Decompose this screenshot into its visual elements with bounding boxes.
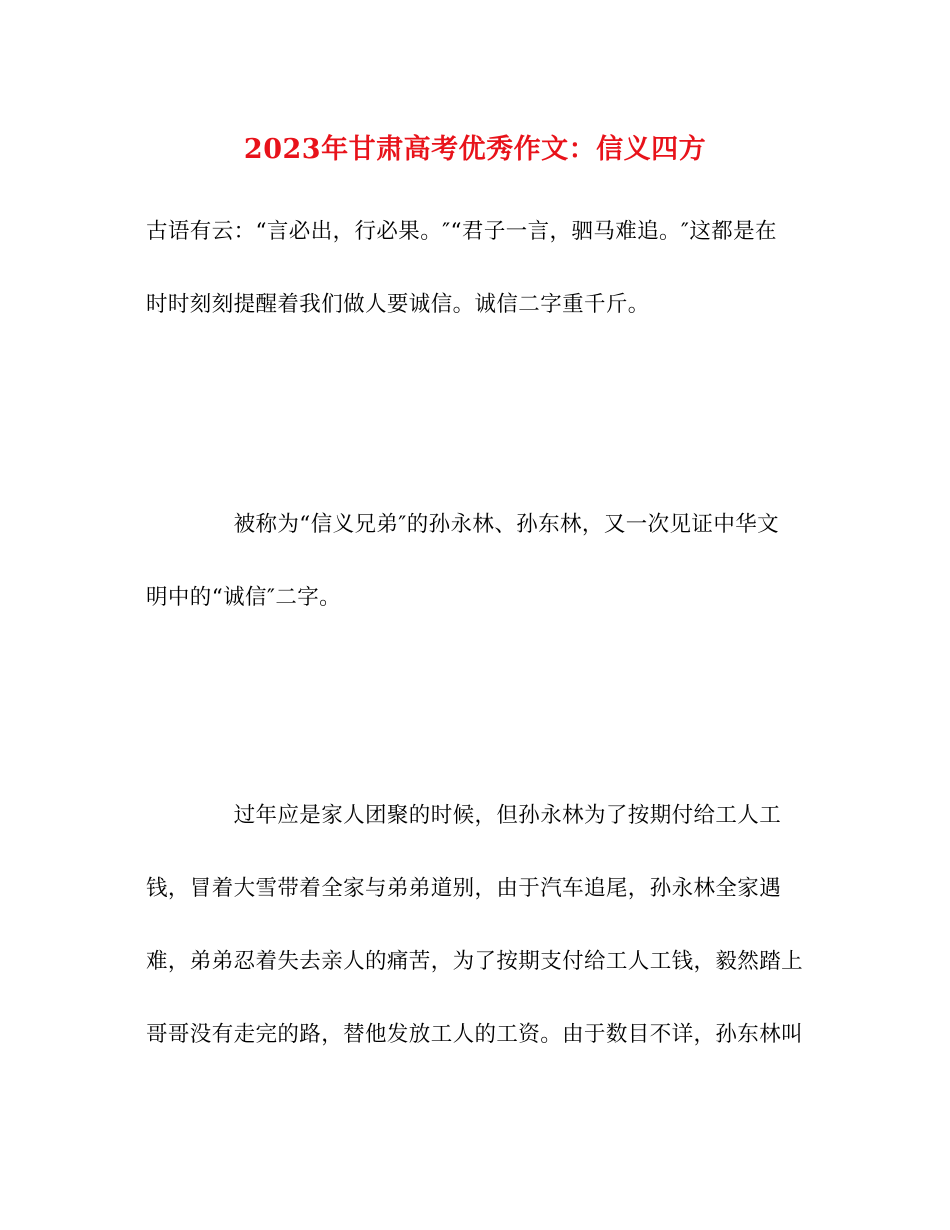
paragraph-1-line-2: 时时刻刻提醒着我们做人要诚信。诚信二字重千斤。	[146, 292, 650, 317]
paragraph-3-line-4: 哥哥没有走完的路，替他发放工人的工资。由于数目不详，孙东林叫	[146, 1022, 804, 1047]
paragraph-3-line-1: 过年应是家人团聚的时候，但孙永林为了按期付给工人工	[146, 803, 782, 828]
paragraph-3-line-2: 钱，冒着大雪带着全家与弟弟道别，由于汽车追尾，孙永林全家遇	[146, 876, 782, 901]
paragraph-2-line-2: 明中的“诚信″二字。	[146, 585, 342, 610]
document-title: 2023年甘肃高考优秀作文：信义四方	[243, 134, 707, 165]
paragraph-2-line-1: 被称为“信义兄弟″的孙永林、孙东林，又一次见证中华文	[146, 512, 780, 537]
paragraph-3-line-3: 难，弟弟忍着失去亲人的痛苦，为了按期支付给工人工钱，毅然踏上	[146, 949, 804, 974]
paragraph-1-line-1: 古语有云：“言必出，行必果。″“君子一言，驷马难追。″这都是在	[146, 219, 777, 244]
